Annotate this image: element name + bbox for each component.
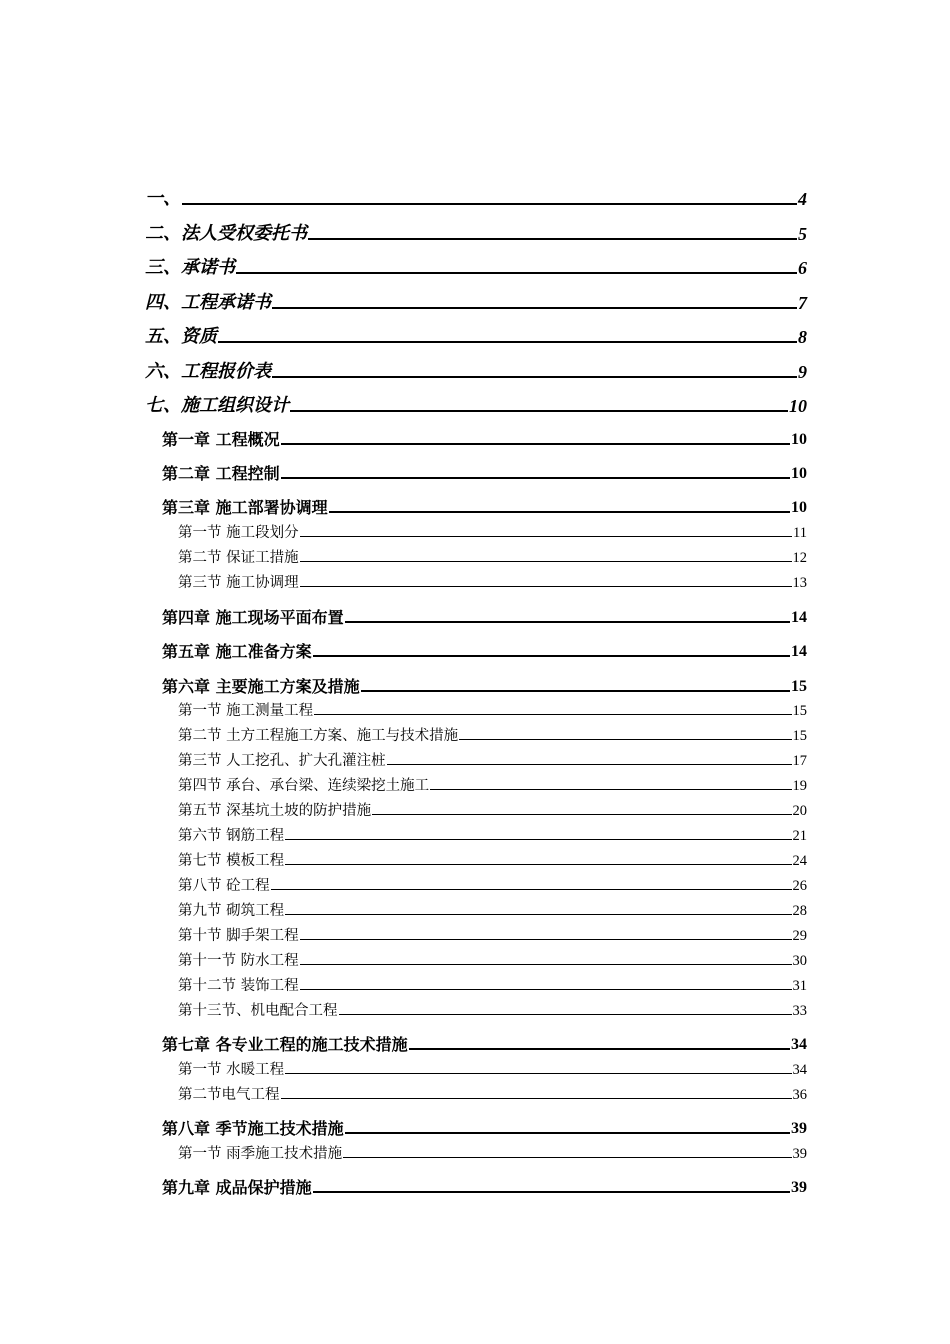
toc-entry-title: 第五节 深基坑土坡的防护措施: [178, 802, 372, 819]
toc-leader-line: [281, 443, 790, 445]
toc-leader-line: [300, 586, 792, 587]
toc-leader-line: [300, 989, 792, 990]
toc-entry-title: 第十三节、机电配合工程: [178, 1002, 338, 1019]
toc-entry-page-number: 10: [789, 396, 807, 416]
toc-entry-page-number: 24: [792, 852, 807, 869]
toc-entry-title: 六、工程报价表: [145, 361, 271, 382]
toc-entry-page-number: 10: [791, 465, 807, 482]
toc-entry-level-3[interactable]: [178, 973, 807, 993]
toc-entry-title: 三、承诺书: [145, 257, 235, 278]
toc-leader-line: [285, 914, 791, 915]
toc-leader-line: [300, 939, 792, 940]
toc-leader-line: [285, 864, 791, 865]
toc-entry-page-number: 14: [791, 609, 807, 626]
toc-entry-page-number: 12: [792, 549, 807, 566]
toc-entry-title: 第十节 脚手架工程: [178, 927, 299, 944]
toc-entry-page-number: 39: [791, 1120, 807, 1137]
toc-entry-level-2[interactable]: [162, 1031, 807, 1053]
toc-leader-line: [285, 839, 791, 840]
toc-entry-title: 第六章 主要施工方案及措施: [162, 677, 360, 696]
toc-leader-line: [372, 814, 791, 815]
toc-entry-page-number: 5: [798, 224, 807, 244]
toc-leader-line: [430, 789, 791, 790]
toc-leader-line: [290, 410, 788, 412]
toc-entry-level-2[interactable]: [162, 638, 807, 660]
toc-entry-page-number: 7: [798, 293, 807, 313]
toc-leader-line: [300, 536, 792, 537]
toc-entry-title: 第二节电气工程: [178, 1086, 280, 1103]
toc-entry-level-3[interactable]: [178, 998, 807, 1018]
toc-entry-title: 第一章 工程概况: [162, 430, 280, 449]
toc-entry-page-number: 33: [792, 1002, 807, 1019]
toc-entry-page-number: 30: [792, 952, 807, 969]
toc-entry-level-3[interactable]: [178, 748, 807, 768]
toc-entry-page-number: 10: [791, 431, 807, 448]
toc-leader-line: [300, 561, 792, 562]
toc-entry-title: 七、施工组织设计: [145, 395, 289, 416]
toc-entry-level-1[interactable]: [145, 253, 807, 277]
toc-leader-line: [329, 511, 790, 513]
toc-leader-line: [272, 307, 797, 309]
toc-entry-page-number: 15: [792, 727, 807, 744]
toc-entry-page-number: 29: [792, 927, 807, 944]
toc-entry-level-1[interactable]: [145, 357, 807, 381]
toc-leader-line: [281, 477, 790, 479]
toc-entry-title: 第一节 施工测量工程: [178, 702, 314, 719]
toc-entry-page-number: 11: [793, 524, 807, 541]
toc-entry-level-3[interactable]: [178, 773, 807, 793]
toc-leader-line: [409, 1048, 790, 1050]
toc-entry-level-2[interactable]: [162, 604, 807, 626]
toc-entry-title: 第二节 土方工程施工方案、施工与技术措施: [178, 727, 459, 744]
toc-entry-level-3[interactable]: [178, 1141, 807, 1161]
toc-entry-page-number: 8: [798, 327, 807, 347]
toc-entry-level-1[interactable]: [145, 322, 807, 346]
toc-entry-title: 第十一节 防水工程: [178, 952, 299, 969]
toc-entry-level-3[interactable]: [178, 1057, 807, 1077]
toc-leader-line: [387, 764, 792, 765]
toc-entry-level-3[interactable]: [178, 1082, 807, 1102]
toc-entry-level-1[interactable]: [145, 288, 807, 312]
toc-entry-level-3[interactable]: [178, 923, 807, 943]
toc-entry-level-2[interactable]: [162, 460, 807, 482]
toc-entry-level-3[interactable]: [178, 545, 807, 565]
toc-leader-line: [281, 1098, 792, 1099]
toc-entry-page-number: 14: [791, 643, 807, 660]
toc-entry-page-number: 4: [798, 189, 807, 209]
toc-leader-line: [361, 690, 790, 692]
toc-entry-page-number: 39: [791, 1179, 807, 1196]
toc-entry-level-3[interactable]: [178, 723, 807, 743]
toc-entry-page-number: 15: [791, 678, 807, 695]
toc-entry-page-number: 26: [792, 877, 807, 894]
toc-entry-title: 第三节 人工挖孔、扩大孔灌注桩: [178, 752, 386, 769]
toc-entry-level-3[interactable]: [178, 948, 807, 968]
toc-leader-line: [345, 1132, 790, 1134]
toc-entry-title: 第一节 水暖工程: [178, 1061, 285, 1078]
toc-leader-line: [218, 341, 797, 343]
toc-leader-line: [345, 621, 790, 623]
toc-entry-level-2[interactable]: [162, 426, 807, 448]
toc-entry-level-3[interactable]: [178, 520, 807, 540]
toc-entry-level-3[interactable]: [178, 873, 807, 893]
toc-entry-title: 第二节 保证工措施: [178, 549, 299, 566]
toc-entry-level-3[interactable]: [178, 898, 807, 918]
toc-leader-line: [459, 739, 791, 740]
toc-leader-line: [313, 655, 790, 657]
toc-leader-line: [285, 1073, 791, 1074]
toc-entry-page-number: 36: [792, 1086, 807, 1103]
toc-leader-line: [300, 964, 792, 965]
toc-leader-line: [339, 1014, 792, 1015]
toc-entry-title: 第三节 施工协调理: [178, 574, 299, 591]
toc-entry-title: 第二章 工程控制: [162, 464, 280, 483]
toc-leader-line: [314, 714, 791, 715]
toc-entry-title: 第八章 季节施工技术措施: [162, 1119, 344, 1138]
toc-entry-page-number: 21: [792, 827, 807, 844]
toc-leader-line: [308, 238, 797, 240]
toc-entry-page-number: 31: [792, 977, 807, 994]
toc-entry-page-number: 19: [792, 777, 807, 794]
toc-entry-level-2[interactable]: [162, 1174, 807, 1196]
toc-entry-page-number: 17: [792, 752, 807, 769]
toc-entry-page-number: 6: [798, 258, 807, 278]
toc-entry-level-1[interactable]: [145, 184, 807, 208]
toc-entry-level-3[interactable]: [178, 570, 807, 590]
toc-entry-level-1[interactable]: [145, 219, 807, 243]
toc-entry-title: 一、: [145, 188, 181, 209]
toc-entry-page-number: 13: [792, 574, 807, 591]
toc-entry-page-number: 15: [792, 702, 807, 719]
toc-entry-level-3[interactable]: [178, 698, 807, 718]
toc-entry-page-number: 9: [798, 362, 807, 382]
toc-entry-title: 第七节 模板工程: [178, 852, 285, 869]
toc-leader-line: [236, 272, 797, 274]
toc-entry-title: 二、法人受权委托书: [145, 223, 307, 244]
toc-entry-page-number: 20: [792, 802, 807, 819]
toc-entry-level-2[interactable]: [162, 494, 807, 516]
toc-leader-line: [272, 376, 797, 378]
toc-entry-title: 第六节 钢筋工程: [178, 827, 285, 844]
toc-entry-page-number: 34: [792, 1061, 807, 1078]
toc-entry-page-number: 10: [791, 499, 807, 516]
toc-entry-level-3[interactable]: [178, 798, 807, 818]
toc-entry-title: 五、资质: [145, 326, 217, 347]
toc-entry-title: 第九章 成品保护措施: [162, 1178, 312, 1197]
toc-entry-title: 第九节 砌筑工程: [178, 902, 285, 919]
toc-entry-title: 第一节 施工段划分: [178, 524, 299, 541]
toc-entry-title: 第十二节 装饰工程: [178, 977, 299, 994]
toc-entry-title: 第一节 雨季施工技术措施: [178, 1145, 343, 1162]
toc-entry-title: 第五章 施工准备方案: [162, 642, 312, 661]
toc-entry-level-3[interactable]: [178, 823, 807, 843]
toc-entry-level-1[interactable]: [145, 391, 807, 415]
toc-entry-page-number: 28: [792, 902, 807, 919]
toc-leader-line: [313, 1191, 790, 1193]
toc-entry-level-2[interactable]: [162, 673, 807, 695]
toc-leader-line: [182, 203, 797, 205]
toc-leader-line: [271, 889, 792, 890]
toc-entry-title: 第三章 施工部署协调理: [162, 498, 328, 517]
toc-entry-page-number: 34: [791, 1036, 807, 1053]
toc-entry-title: 第八节 砼工程: [178, 877, 270, 894]
toc-entry-level-2[interactable]: [162, 1115, 807, 1137]
toc-entry-title: 第四章 施工现场平面布置: [162, 608, 344, 627]
toc-leader-line: [343, 1157, 791, 1158]
toc-entry-title: 四、工程承诺书: [145, 292, 271, 313]
toc-entry-level-3[interactable]: [178, 848, 807, 868]
toc-entry-title: 第四节 承台、承台梁、连续梁挖土施工: [178, 777, 430, 794]
toc-entry-title: 第七章 各专业工程的施工技术措施: [162, 1035, 408, 1054]
toc-entry-page-number: 39: [792, 1145, 807, 1162]
